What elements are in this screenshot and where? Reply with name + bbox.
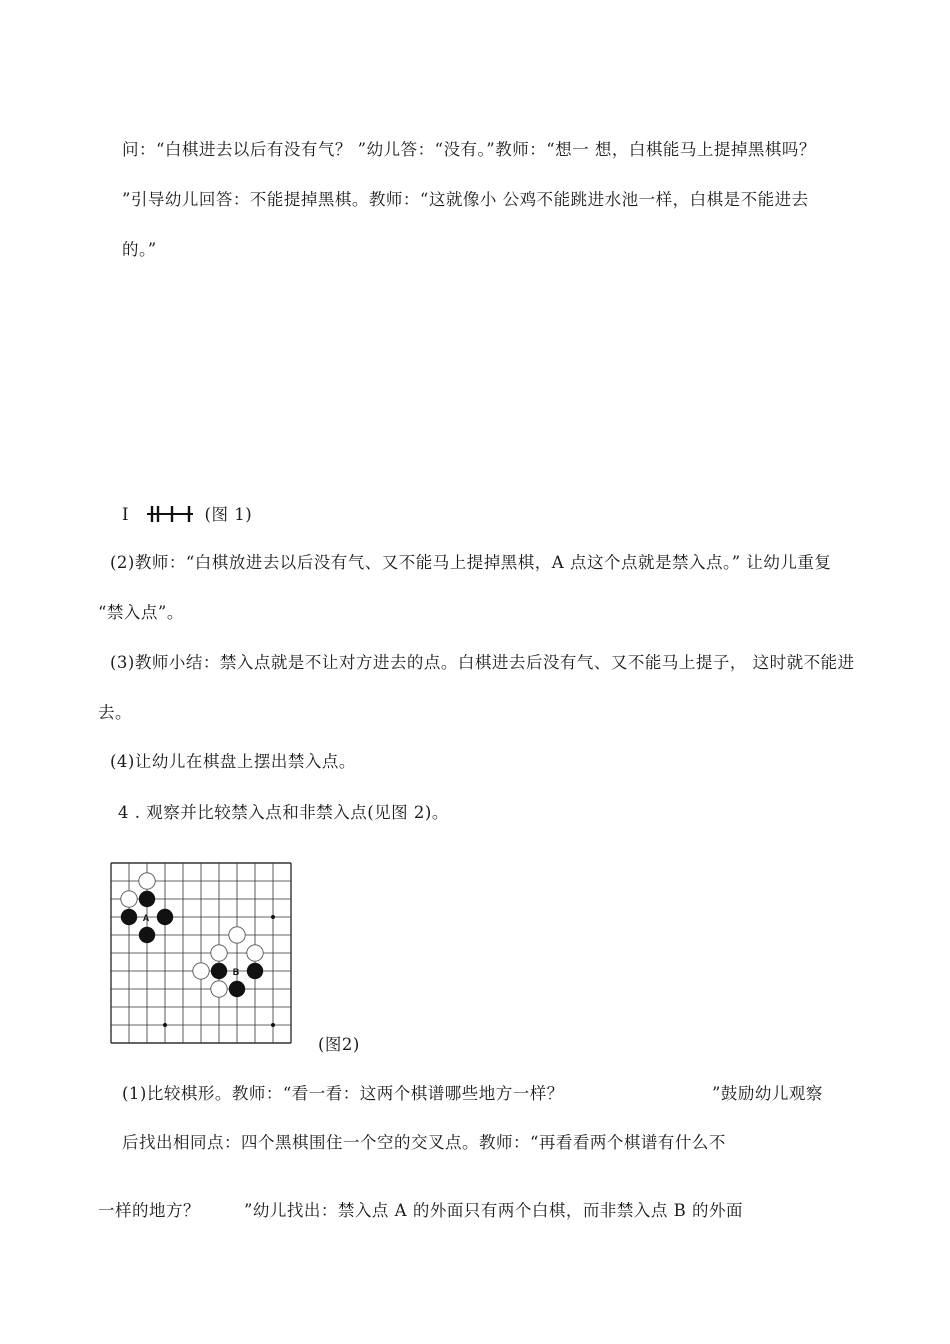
white-stone (193, 963, 209, 979)
black-stone (121, 909, 137, 925)
figure2-caption: (图2) (318, 1035, 360, 1054)
figure1-caption: (图 1) (204, 505, 253, 524)
paragraph1-line3: 的。” (122, 240, 157, 259)
black-stone (247, 963, 263, 979)
black-stone (229, 981, 245, 997)
comparison-line1-left: (1)比较棋形。教师：“看一看：这两个棋谱哪些地方一样？ (122, 1084, 564, 1103)
black-stone (157, 909, 173, 925)
white-stone (211, 945, 227, 961)
point-label-a: A (142, 913, 150, 923)
black-stone (139, 927, 155, 943)
paragraph1-line1: 问：“白棋进去以后有没有气？ ”幼儿答：“没有。”教师：“想一 想，白棋能马上提掉黑棋吗？ (122, 140, 816, 159)
star-point (271, 1023, 275, 1027)
paragraph1-line2: ”引导幼儿回答：不能提掉黑棋。教师：“这就像小 公鸡不能跳进水池一样，白棋是不能进去 (122, 190, 809, 209)
star-point (271, 915, 275, 919)
white-stone (211, 981, 227, 997)
white-stone (139, 873, 155, 889)
comparison-line3-left: 一样的地方？ (98, 1201, 200, 1220)
black-stone (139, 891, 155, 907)
step2-line2: “禁入点”。 (98, 603, 184, 622)
black-stone (211, 963, 227, 979)
step4-text: (4)让幼儿在棋盘上摆出禁入点。 (110, 752, 356, 771)
board-grid (111, 863, 291, 1043)
white-stone (247, 945, 263, 961)
figure1-caption-row (122, 501, 252, 525)
figure1-board-fragment (145, 505, 195, 523)
figure2-go-board (108, 860, 298, 1050)
white-stone (121, 891, 137, 907)
step2-line1: (2)教师：“白棋放进去以后没有气、又不能马上提掉黑棋，A 点这个点就是禁入点。” 让幼儿重复 (110, 553, 832, 572)
white-stone (229, 927, 245, 943)
step3-line2: 去。 (98, 703, 132, 722)
section4-heading: 4 . 观察并比较禁入点和非禁入点(见图 2)。 (118, 803, 449, 822)
comparison-line1-right: ”鼓励幼儿观察 (712, 1084, 823, 1103)
comparison-line2: 后找出相同点：四个黑棋围住一个空的交叉点。教师：“再看看两个棋谱有什么不 (122, 1133, 726, 1152)
star-point (163, 1023, 167, 1027)
step3-line1: (3)教师小结：禁入点就是不让对方进去的点。白棋进去后没有气、又不能马上提子， 这时就不能进 (110, 653, 855, 672)
point-label-b: B (232, 967, 240, 977)
figure1-prefix: I (122, 505, 130, 524)
comparison-line3-right: ”幼儿找出：禁入点 A 的外面只有两个白棋，而非禁入点 B 的外面 (244, 1201, 743, 1220)
